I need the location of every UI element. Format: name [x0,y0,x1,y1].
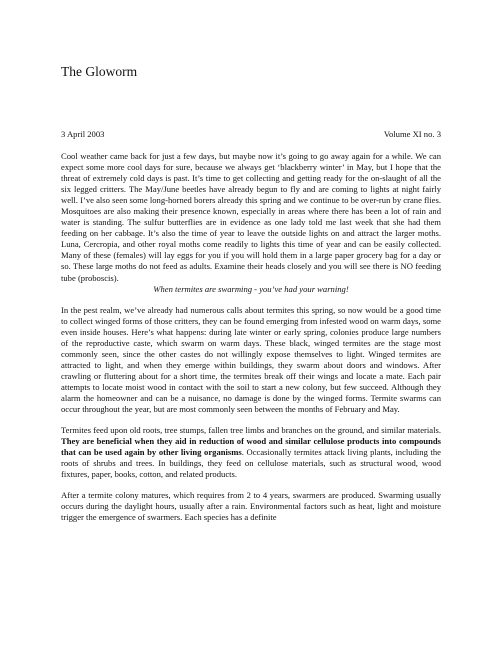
paragraph-termite-feeding [61,425,441,480]
bold-emphasis: They are beneficial when they aid in reduction of wood and similar cellulose products into compounds that can be used again by other living organisms [61,436,441,458]
volume-number: Volume XI no. 3 [383,129,441,139]
dateline [61,129,441,140]
termite-warning-caption: When termites are swarming - you’ve had your warning! [153,283,349,294]
paragraph-text: . Occasionally termites attack living plants, including the roots of shrubs and trees. In buildings, they feed on cellulose materials, such as structural wood, wood fixtures, paper, books, cotton, and related products. [61,447,441,480]
paragraph-text: Termites feed upon old roots, tree stumps, fallen tree limbs and branches on the ground, and similar materials. [61,425,441,436]
paragraph-colony-maturity: After a termite colony matures, which requires from 2 to 4 years, swarmers are produced. Swarming usually occurs during the daylight hours, usually after a rain. Environmental factors such as heat, light and moisture trigger the emergence of swarmers. Each species has a definite [61,490,441,523]
article-body [61,151,441,533]
paragraph-intro: Cool weather came back for just a few days, but maybe now it’s going to go away again for a while. We can expect some more cool days for sure, because we always get ‘blackberry winter’ in May, but I hope that the threat of extremely cold days is past. It’s time to get collecting and getting ready for the on-slaught of all the six legged critters. The May/June beetles have already begun to fly and are coming to lights at night fairly well. I’ve also seen some long-horned borers already this spring and we continue to be over-run by crane flies. Mosquitoes are also making their presence known, especially in areas where there has been a lot of rain and water is standing. The sulfur butterflies are in evidence as one lady told me last week that she had them feeding on her cabbage. It’s also the time of year to leave the outside lights on and attract the larger moths. Luna, Cercropia, and other royal moths come readily to lights this time of year and can be easily collected. Many of these (females) will lay eggs for you if you will hold them in a large paper grocery bag for a day or so. These large moths do not feed as adults. Examine their heads closely and you will see there is NO feeding tube (proboscis). [61,151,441,283]
paragraph-termite-swarms: In the pest realm, we’ve already had numerous calls about termites this spring, so now would be a good time to collect winged forms of those critters, they can be found emerging from infested wood on warm days, some even inside houses. Here’s what happens: during late winter or early spring, colonies produce large numbers of the reproductive caste, which swarm on warm days. These black, winged termites are the stage most commonly seen, since the other castes do not willingly expose themselves to light. Winged termites are attracted to light, and when they emerge within buildings, they swarm about doors and windows. After crawling or fluttering about for a short time, the termites break off their wings and locate a mate. Each pair attempts to locate moist wood in contact with the soil to start a new colony, but few succeed. Although they alarm the homeowner and can be a nuisance, no damage is done by the winged forms. Termite swarms can occur throughout the year, but are most commonly seen between the months of February and May. [61,304,441,415]
issue-date: 3 April 2003 [61,129,105,139]
newsletter-title: The Gloworm [61,64,138,79]
